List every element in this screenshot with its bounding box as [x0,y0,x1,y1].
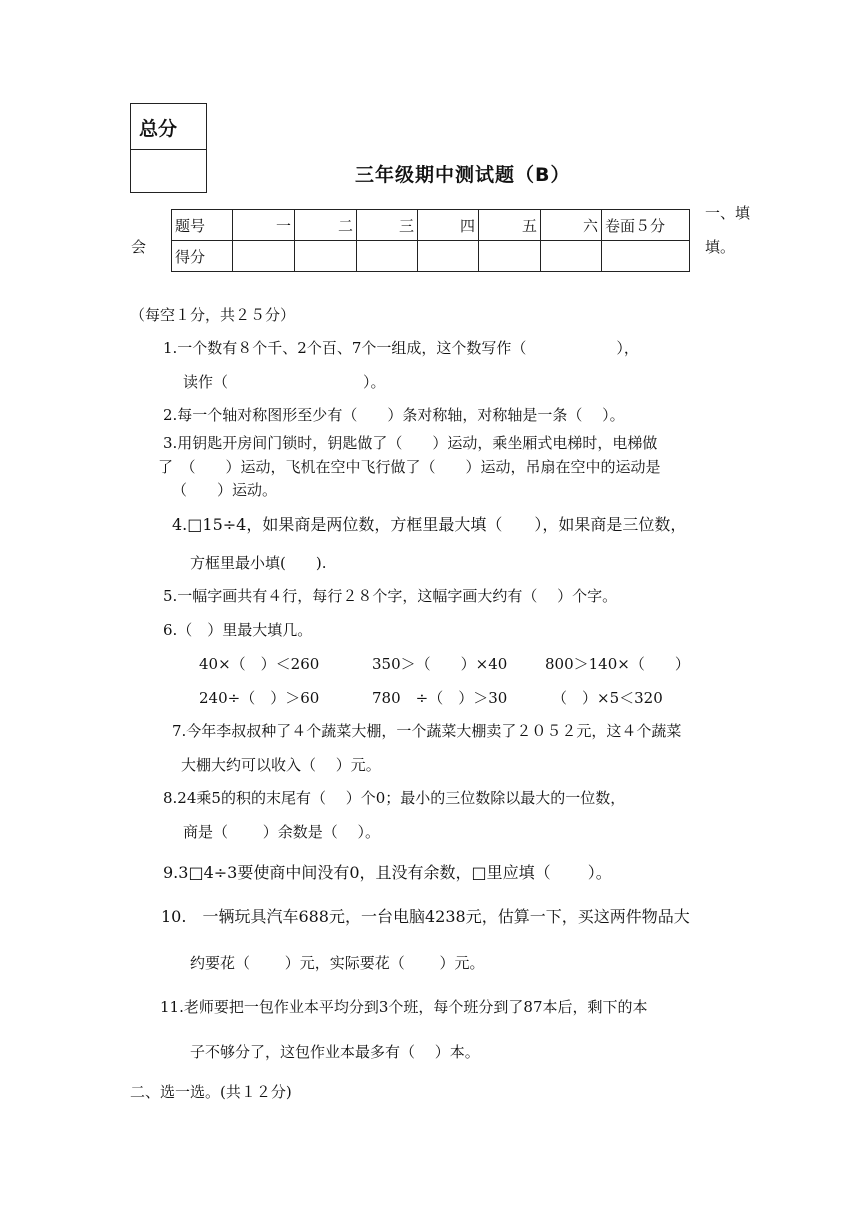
score-cell-2[interactable] [295,241,357,272]
question-3-line-3: （ ）运动。 [172,481,278,499]
question-10-line-2: 约要花（ ）元，实际要花（ ）元。 [190,954,485,972]
header-cell-6: 六 [541,210,602,241]
question-6-row2-item3: （ ）×5＜320 [552,689,663,707]
score-table-score-row [172,241,690,272]
side-text-right-2: 填。 [705,238,736,256]
score-table-header-row [172,210,690,241]
question-4-line-1: 4.□15÷4，如果商是两位数，方框里最大填（ ），如果商是三位数， [172,515,687,534]
question-6-row2-item2: 780 ÷（ ）＞30 [372,689,508,707]
question-1-line-1: 1.一个数有８个千、2个百、7个一组成，这个数写作（ ）， [163,339,639,357]
question-10-line-1: 10. 一辆玩具汽车688元，一台电脑4238元，估算一下，买这两件物品大 [161,907,690,926]
page-title: 三年级期中测试题（B） [355,164,571,186]
score-table [171,209,690,272]
score-row-label: 得分 [172,241,233,272]
question-11-line-2: 子不够分了，这包作业本最多有（ ）本。 [190,1043,480,1061]
question-8-line-1: 8.24乘5的积的末尾有（ ）个0；最小的三位数除以最大的一位数， [163,789,626,807]
question-6-row1-item1: 40×（ ）＜260 [199,655,320,673]
header-cell-5: 五 [479,210,541,241]
score-cell-5[interactable] [479,241,541,272]
question-3-line-2: 了 （ ）运动，飞机在空中飞行做了（ ）运动，吊扇在空中的运动是 [158,458,661,476]
section2-heading: 二、选一选。(共１２分) [130,1083,292,1101]
question-7-line-2: 大棚大约可以收入（ ）元。 [181,756,381,774]
header-cell-neatness: 卷面５分 [602,210,690,241]
question-4-line-2: 方框里最小填( ). [190,554,327,572]
section1-note: （每空１分，共２５分） [130,306,296,324]
score-cell-3[interactable] [357,241,418,272]
question-9: 9.3□4÷3要使商中间没有0，且没有余数，□里应填（ ）。 [163,863,612,882]
header-cell-question-no: 题号 [172,210,233,241]
score-cell-neatness[interactable] [602,241,690,272]
question-1-line-2: 读作（ ）。 [183,373,386,391]
question-8-line-2: 商是（ ）余数是（ ）。 [183,823,381,841]
side-text-right-1: 一、填 [705,204,751,222]
question-7-line-1: 7.今年李叔叔种了４个蔬菜大棚，一个蔬菜大棚卖了２０５２元，这４个蔬菜 [172,722,682,740]
total-score-box [130,103,207,193]
question-2: 2.每一个轴对称图形至少有（ ）条对称轴，对称轴是一条（ ）。 [163,406,625,424]
question-5: 5.一幅字画共有４行，每行２８个字，这幅字画大约有（ ）个字。 [163,587,618,605]
question-6: 6.（ ）里最大填几。 [163,621,313,639]
question-3-line-1: 3.用钥匙开房间门锁时，钥匙做了（ ）运动，乘坐厢式电梯时，电梯做 [163,434,658,452]
header-cell-1: 一 [233,210,295,241]
score-cell-1[interactable] [233,241,295,272]
header-cell-2: 二 [295,210,357,241]
score-cell-4[interactable] [418,241,479,272]
total-label: 总分 [131,104,206,150]
score-cell-6[interactable] [541,241,602,272]
question-6-row2-item1: 240÷（ ）＞60 [199,689,320,707]
header-cell-3: 三 [357,210,418,241]
question-11-line-1: 11.老师要把一包作业本平均分到3个班，每个班分到了87本后，剩下的本 [160,998,648,1016]
question-6-row1-item3: 800＞140×（ ） [545,655,690,673]
question-6-row1-item2: 350＞（ ）×40 [372,655,508,673]
header-cell-4: 四 [418,210,479,241]
side-text-left: 会 [131,238,147,256]
